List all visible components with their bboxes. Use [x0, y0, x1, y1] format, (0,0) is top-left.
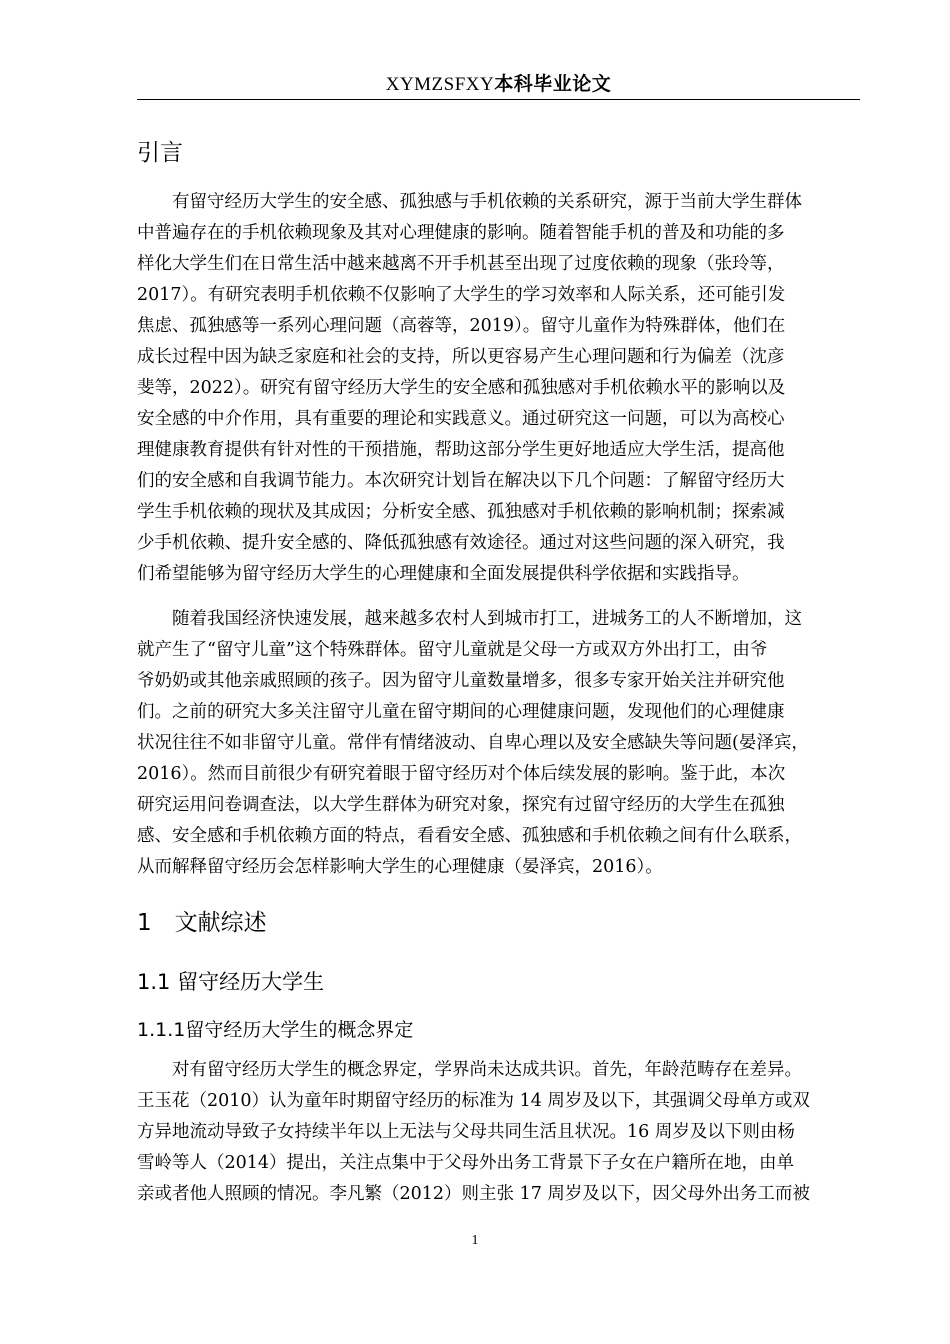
paragraph-line: 理健康教育提供有针对性的干预措施，帮助这部分学生更好地适应大学生活，提高他 [137, 440, 785, 460]
paragraph-line: 少手机依赖、提升安全感的、降低孤独感有效途径。通过对这些问题的深入研究，我 [137, 533, 785, 553]
intro-heading: 引言 [137, 140, 183, 166]
paragraph-line: 就产生了“留守儿童”这个特殊群体。留守儿童就是父母一方或双方外出打工，由爷 [137, 640, 768, 660]
paragraph-line: 从而解释留守经历会怎样影响大学生的心理健康（晏泽宾，2016）。 [137, 857, 663, 877]
paragraph-line: 安全感的中介作用，具有重要的理论和实践意义。通过研究这一问题，可以为高校心 [137, 409, 785, 429]
paragraph-line: 样化大学生们在日常生活中越来越离不开手机甚至出现了过度依赖的现象（张玲等， [137, 254, 785, 274]
paragraph-line: 有留守经历大学生的安全感、孤独感与手机依赖的关系研究，源于当前大学生群体 [137, 192, 802, 212]
paragraph-line: 研究运用问卷调查法，以大学生群体为研究对象，探究有过留守经历的大学生在孤独 [137, 795, 785, 815]
page-number: 1 [471, 1233, 479, 1248]
paragraph-line: 焦虑、孤独感等一系列心理问题（高蓉等，2019）。留守儿童作为特殊群体，他们在 [137, 316, 786, 336]
paragraph-line: 雪岭等人（2014）提出，关注点集中于父母外出务工背景下子女在户籍所在地，由单 [137, 1153, 795, 1173]
paragraph-line: 随着我国经济快速发展，越来越多农村人到城市打工，进城务工的人不断增加，这 [137, 609, 802, 629]
section-1-1-heading: 1.1 留守经历大学生 [137, 970, 325, 994]
paragraph-line: 亲或者他人照顾的情况。李凡繁（2012）则主张 17 周岁及以下，因父母外出务工而被 [137, 1184, 810, 1204]
intro-paragraph-2 [137, 604, 860, 883]
paragraph-line: 们的安全感和自我调节能力。本次研究计划旨在解决以下几个问题：了解留守经历大 [137, 471, 785, 491]
paragraph-line: 们。之前的研究大多关注留守儿童在留守期间的心理健康问题，发现他们的心理健康 [137, 702, 785, 722]
paragraph-line: 感、安全感和手机依赖方面的特点，看看安全感、孤独感和手机依赖之间有什么联系， [137, 826, 802, 846]
paragraph-line: 学生手机依赖的现状及其成因；分析安全感、孤独感对手机依赖的影响机制；探索减 [137, 502, 785, 522]
section-1-1-1-heading: 1.1.1留守经历大学生的概念界定 [137, 1019, 414, 1041]
paragraph-line: 方异地流动导致子女持续半年以上无法与父母共同生活且状况。16 周岁及以下则由杨 [137, 1122, 795, 1142]
paragraph-line: 爷奶奶或其他亲戚照顾的孩子。因为留守儿童数量增多，很多专家开始关注并研究他 [137, 671, 785, 691]
header-cjk-title: 本科毕业论文 [494, 73, 612, 95]
paragraph-line: 中普遍存在的手机依赖现象及其对心理健康的影响。随着智能手机的普及和功能的多 [137, 223, 785, 243]
paragraph-line: 斐等，2022）。研究有留守经历大学生的安全感和孤独感对手机依赖水平的影响以及 [137, 378, 786, 398]
header-rule [137, 99, 860, 100]
page-header [137, 71, 860, 98]
paragraph-line: 2016）。然而目前很少有研究着眼于留守经历对个体后续发展的影响。鉴于此，本次 [137, 764, 786, 784]
definition-paragraph [137, 1055, 860, 1210]
paragraph-line: 王玉花（2010）认为童年时期留守经历的标准为 14 周岁及以下，其强调父母单方或双 [137, 1091, 810, 1111]
paragraph-line: 们希望能够为留守经历大学生的心理健康和全面发展提供科学依据和实践指导。 [137, 564, 750, 584]
paragraph-line: 状况往往不如非留守儿童。常伴有情绪波动、自卑心理以及安全感缺失等问题(晏泽宾， [137, 733, 809, 753]
header-latin-title: XYMZSFXY [385, 74, 495, 95]
lit-review-heading: 1 文献综述 [137, 910, 267, 936]
intro-paragraph-1 [137, 187, 860, 590]
paragraph-line: 对有留守经历大学生的概念界定，学界尚未达成共识。首先，年龄范畴存在差异。 [137, 1060, 802, 1080]
paragraph-line: 2017）。有研究表明手机依赖不仅影响了大学生的学习效率和人际关系，还可能引发 [137, 285, 786, 305]
paragraph-line: 成长过程中因为缺乏家庭和社会的支持，所以更容易产生心理问题和行为偏差（沈彦 [137, 347, 785, 367]
